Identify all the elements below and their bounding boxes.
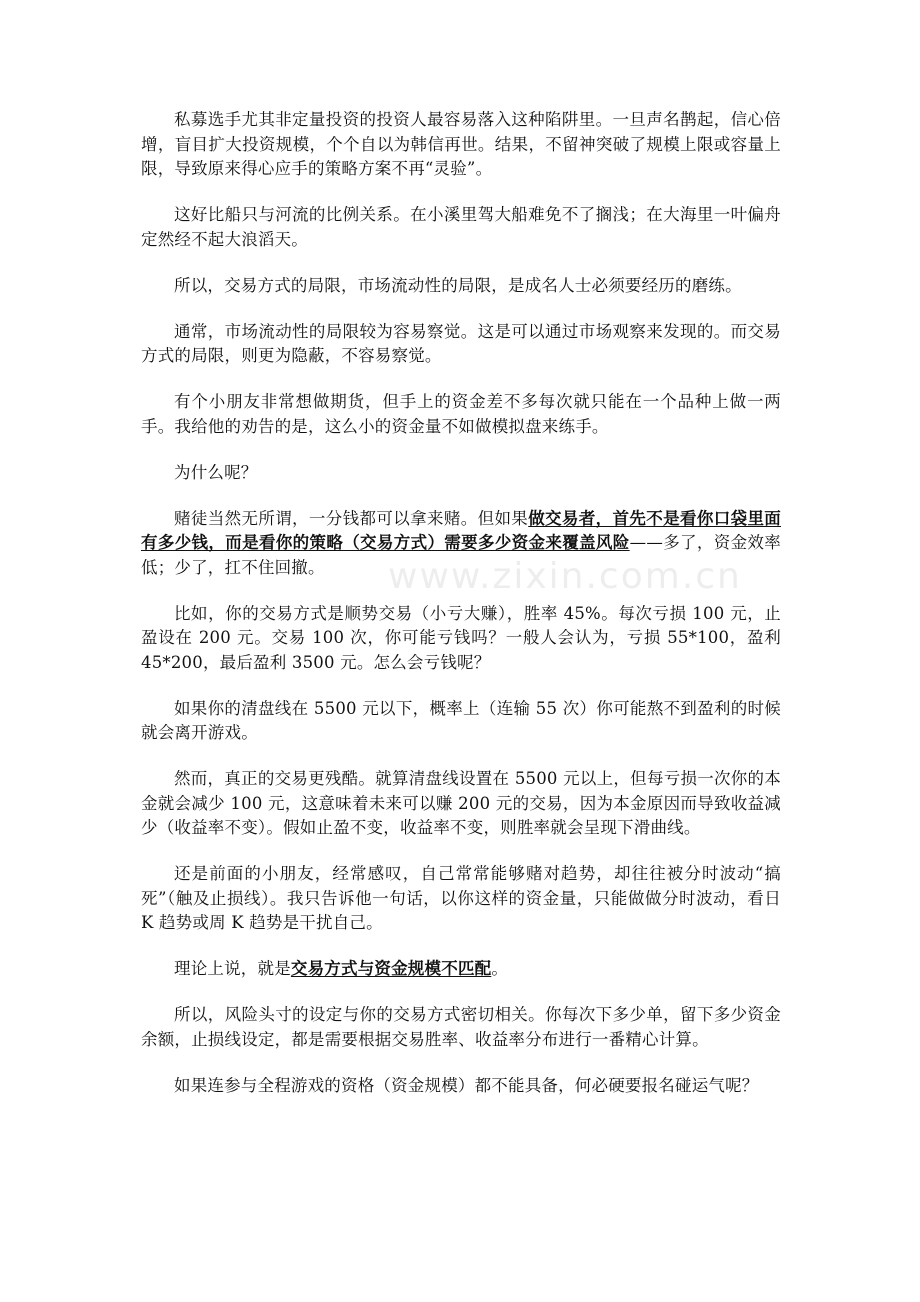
paragraph-7 bbox=[141, 507, 781, 581]
paragraph-8: 比如，你的交易方式是顺势交易（小亏大赚），胜率 45%。每次亏损 100 元，止盈设在 200 元。交易 100 次，你可能亏钱吗？一般人会认为，亏损 55*100，盈利 45*200，最后盈利 3500 元。怎么会亏钱呢？ bbox=[141, 603, 781, 672]
paragraph-1: 私募选手尤其非定量投资的投资人最容易落入这种陷阱里。一旦声名鹊起，信心倍增，盲目扩大投资规模，个个自以为韩信再世。结果，不留神突破了规模上限或容量上限，导致原来得心应手的策略方案不再“灵验”。 bbox=[141, 110, 781, 178]
watermark: www.zixin.com.cn bbox=[388, 556, 742, 597]
emphasis-mismatch: 交易方式与资金规模不匹配 bbox=[290, 959, 492, 978]
paragraph-10: 然而，真正的交易更残酷。就算清盘线设置在 5500 元以上，但每亏损一次你的本金就会减少 100 元，这意味着未来可以赚 200 元的交易，因为本金原因而导致收益减少（收益率不变）。假如止盈不变，收益率不变，则胜率就会呈现下滑曲线。 bbox=[141, 769, 781, 837]
paragraph-4: 通常，市场流动性的局限较为容易察觉。这是可以通过市场观察来发现的。而交易方式的局限，则更为隐蔽，不容易察觉。 bbox=[141, 321, 781, 365]
paragraph-12-tail: 。 bbox=[491, 959, 509, 978]
paragraph-14: 如果连参与全程游戏的资格（资金规模）都不能具备，何必硬要报名碰运气呢？ bbox=[174, 1075, 759, 1095]
document-body bbox=[141, 108, 781, 1120]
paragraph-7-lead: 赌徒当然无所谓，一分钱都可以拿来赌。但如果 bbox=[174, 508, 529, 528]
paragraph-11: 还是前面的小朋友，经常感叹，自己常常能够赌对趋势，却往往被分时波动“搞死”（触及止损线）。我只告诉他一句话，以你这样的资金量，只能做做分时波动，看日 K 趋势或周 K 趋势是干扰自己。 bbox=[141, 864, 781, 932]
paragraph-7-tail: ——多了，资金效率低；少了，扛不住回撤。 bbox=[141, 533, 781, 577]
paragraph-6: 为什么呢？ bbox=[174, 462, 258, 482]
paragraph-13: 所以，风险头寸的设定与你的交易方式密切相关。你每次下多少单，留下多少资金余额，止损线设定，都是需要根据交易胜率、收益率分布进行一番精心计算。 bbox=[141, 1005, 781, 1049]
paragraph-5: 有个小朋友非常想做期货，但手上的资金差不多每次就只能在一个品种上做一两手。我给他的劝告的是，这么小的资金量不如做模拟盘来练手。 bbox=[141, 392, 781, 436]
paragraph-9: 如果你的清盘线在 5500 元以下，概率上（连输 55 次）你可能熬不到盈利的时候就会离开游戏。 bbox=[141, 698, 781, 742]
paragraph-2: 这好比船只与河流的比例关系。在小溪里驾大船难免不了搁浅；在大海里一叶偏舟定然经不起大浪滔天。 bbox=[141, 205, 781, 249]
paragraph-12-lead: 理论上说，就是 bbox=[174, 959, 291, 978]
emphasis-capital-coverage: 做交易者，首先不是看你口袋里面有多少钱，而是看你的策略（交易方式）需要多少资金来覆盖风险 bbox=[141, 508, 782, 552]
paragraph-12 bbox=[141, 957, 781, 982]
paragraph-3: 所以，交易方式的局限，市场流动性的局限，是成名人士必须要经历的磨练。 bbox=[174, 275, 742, 295]
